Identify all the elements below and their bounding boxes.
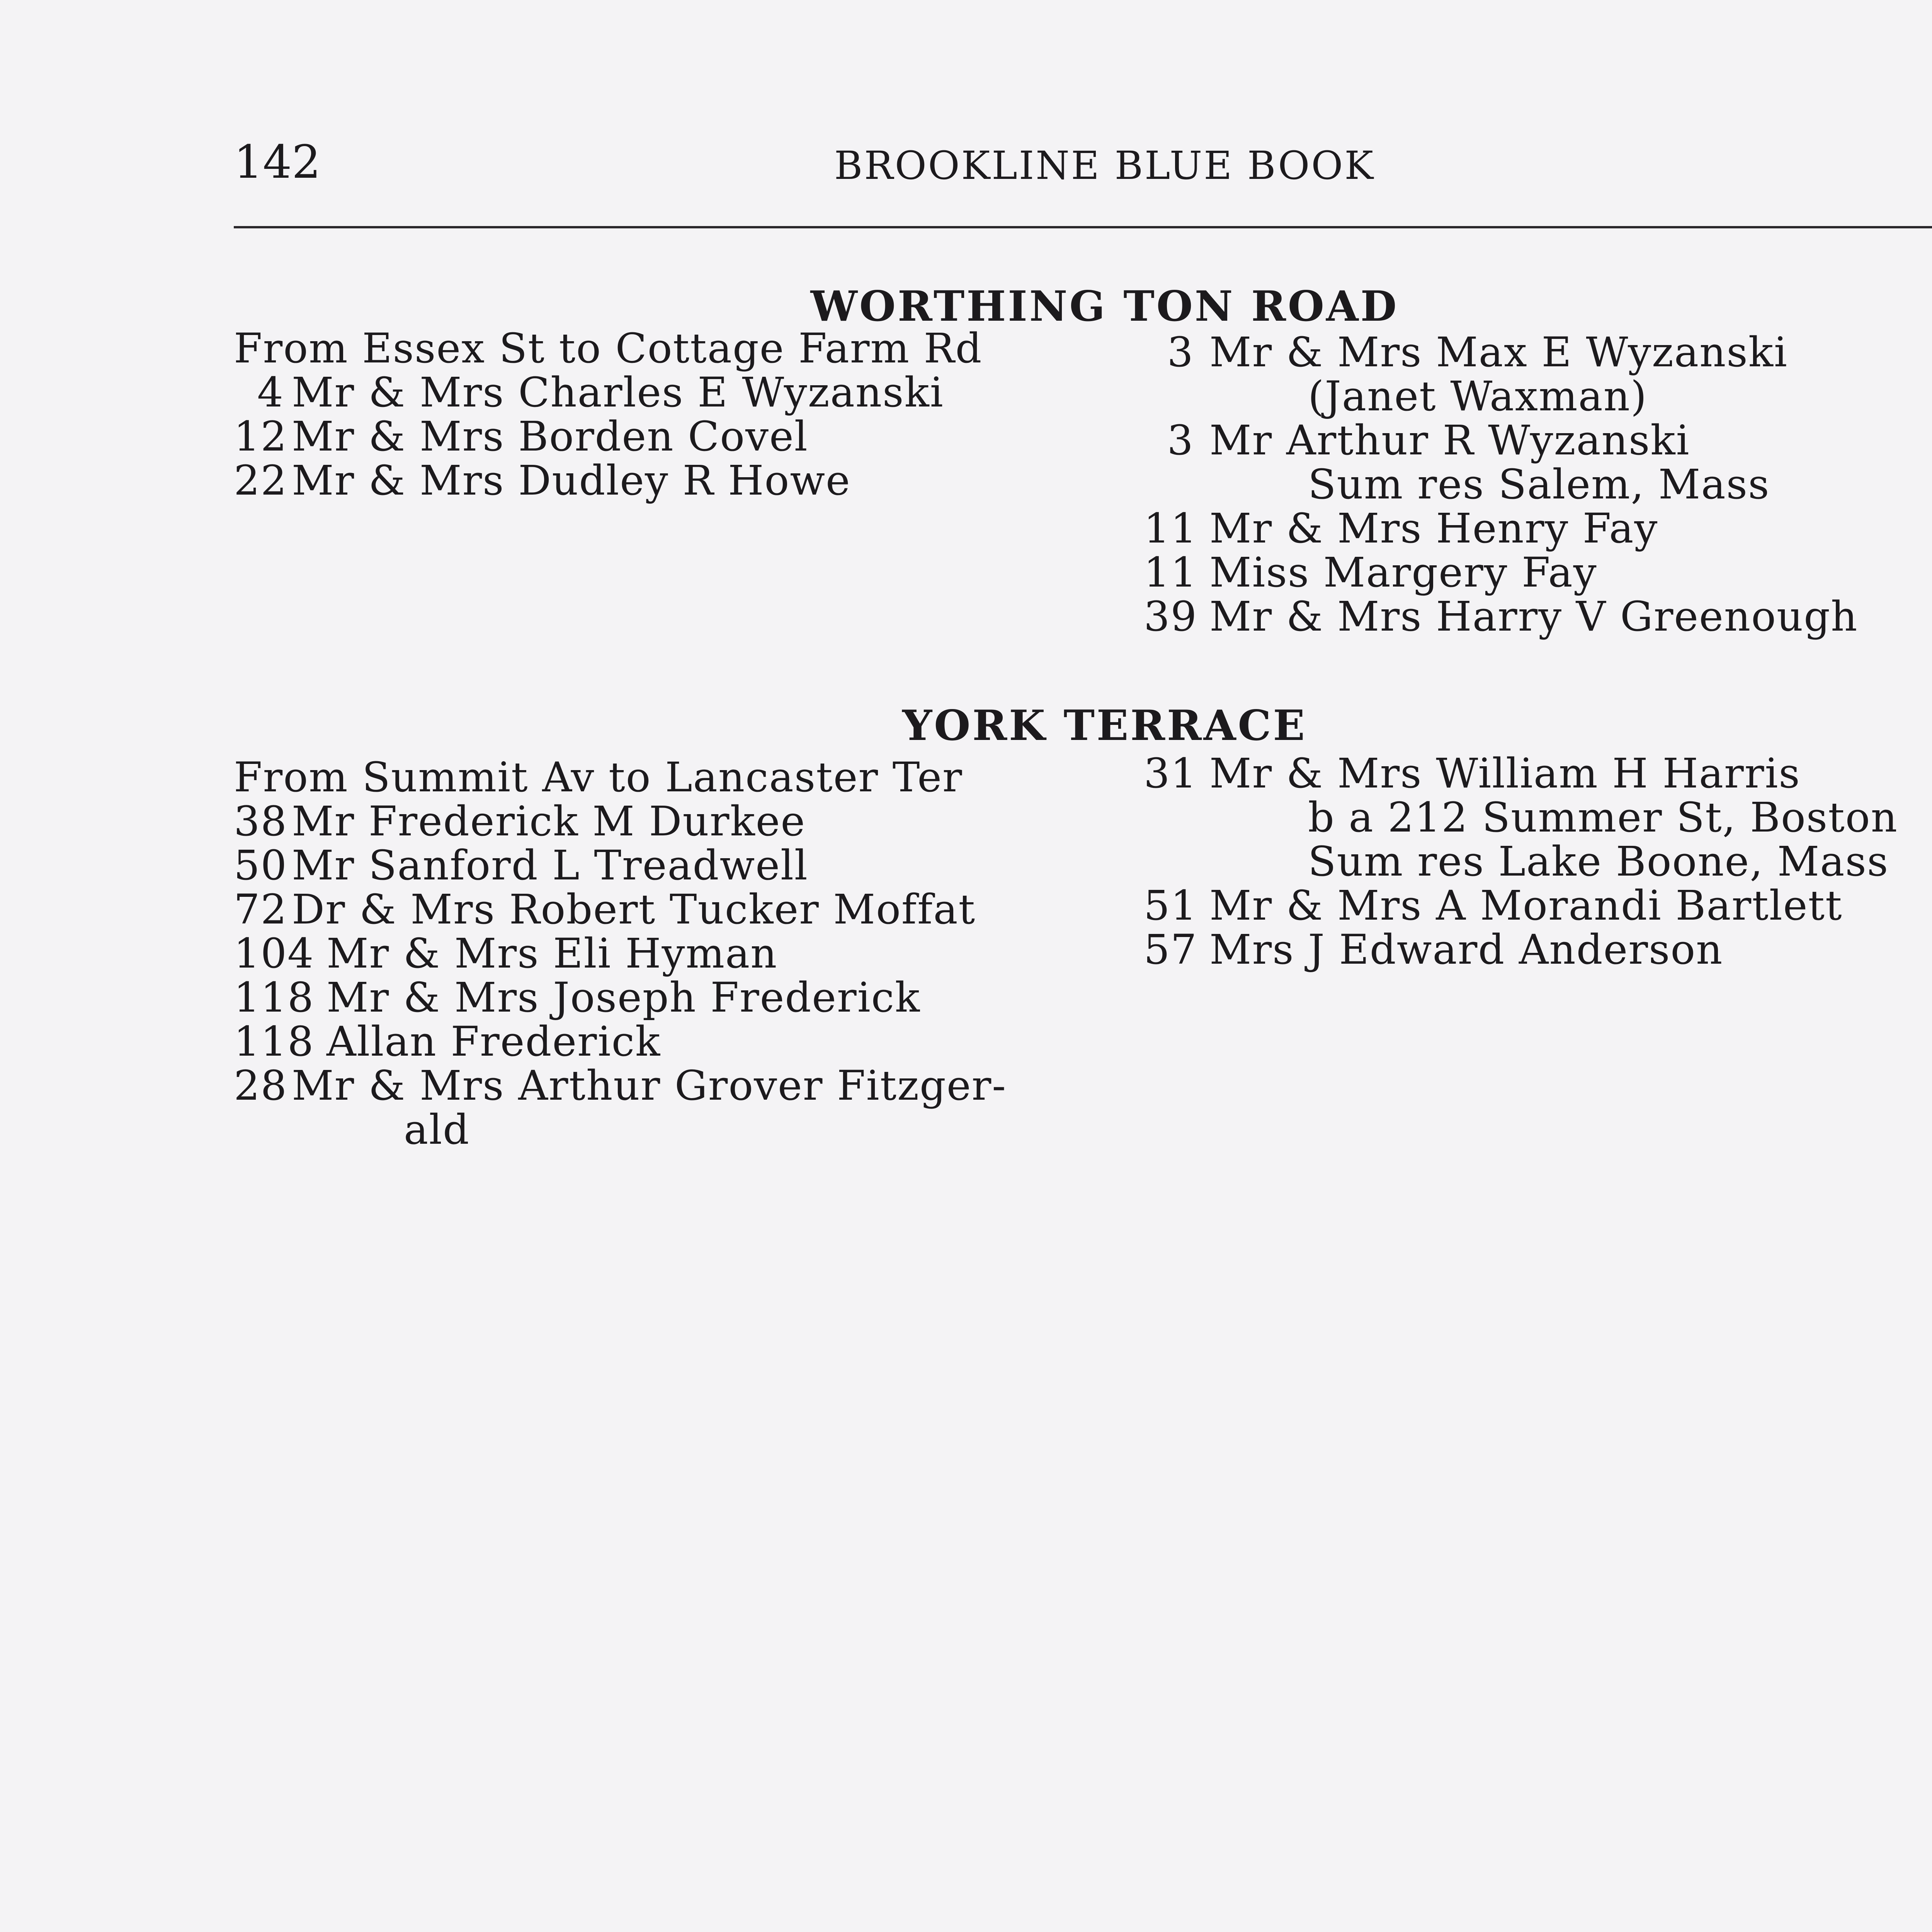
- street-extent: From Summit Av to Lancaster Ter: [234, 753, 963, 801]
- list-item-continuation: b a 212 Summer St, Boston: [1308, 794, 1898, 841]
- list-item: 39 Mr & Mrs Harry V Greenough: [1144, 593, 1858, 640]
- page-number: 142: [234, 135, 321, 189]
- list-item: 12 Mr & Mrs Borden Covel: [234, 413, 808, 460]
- list-item: 4 Mr & Mrs Charles E Wyzanski: [257, 369, 944, 416]
- page-header: [234, 135, 1932, 193]
- list-item: 50 Mr Sanford L Treadwell: [234, 842, 808, 889]
- list-item-continuation: ald: [404, 1106, 470, 1153]
- york-left-column: [234, 755, 1122, 1152]
- list-item: 118 Mr & Mrs Joseph Frederick: [234, 974, 921, 1021]
- section-title-york-terrace: YORK TERRACE: [902, 701, 1307, 750]
- list-item: 38 Mr Frederick M Durkee: [234, 798, 806, 845]
- list-item: 28 Mr & Mrs Arthur Grover Fitzger-: [234, 1062, 1007, 1109]
- list-item: 31 Mr & Mrs William H Harris: [1144, 750, 1801, 797]
- worthington-right-column: [1144, 330, 1932, 639]
- book-title: BROOKLINE BLUE BOOK: [834, 143, 1375, 188]
- york-right-column: [1144, 752, 1932, 972]
- list-item-continuation: (Janet Waxman): [1308, 372, 1648, 420]
- street-extent: From Essex St to Cottage Farm Rd: [234, 325, 983, 372]
- list-item: 104 Mr & Mrs Eli Hyman: [234, 930, 778, 977]
- worthington-left-column: [234, 327, 1122, 503]
- list-item: 72 Dr & Mrs Robert Tucker Moffat: [234, 886, 976, 933]
- list-item-continuation: Sum res Lake Boone, Mass: [1308, 838, 1889, 885]
- list-item: 51 Mr & Mrs A Morandi Bartlett: [1144, 882, 1843, 929]
- list-item: 22 Mr & Mrs Dudley R Howe: [234, 457, 851, 504]
- header-divider: [234, 226, 1932, 228]
- list-item: 11 Miss Margery Fay: [1144, 549, 1597, 596]
- list-item-continuation: Sum res Salem, Mass: [1308, 461, 1770, 508]
- list-item: 11 Mr & Mrs Henry Fay: [1144, 505, 1658, 552]
- list-item: 3 Mr Arthur R Wyzanski: [1167, 417, 1690, 464]
- list-item: 3 Mr & Mrs Max E Wyzanski: [1167, 328, 1788, 376]
- list-item: 57 Mrs J Edward Anderson: [1144, 926, 1723, 973]
- list-item: 118 Allan Frederick: [234, 1018, 661, 1065]
- section-title-worthington-road: WORTHING TON ROAD: [810, 282, 1399, 331]
